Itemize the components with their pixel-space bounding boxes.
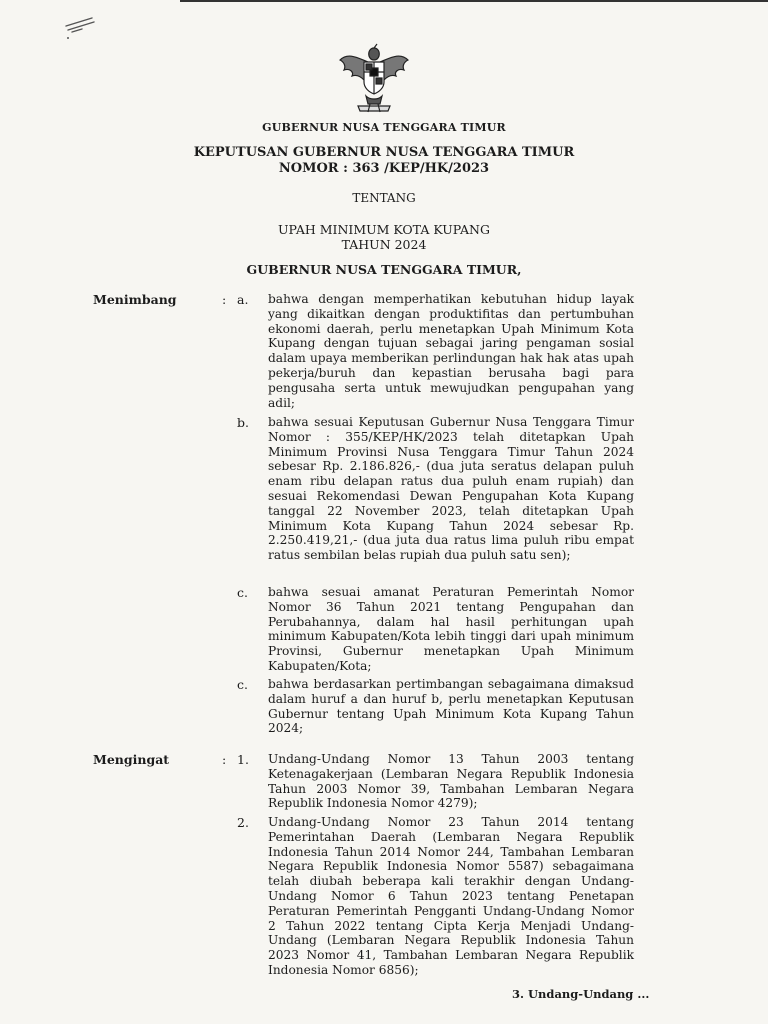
menimbang-item: bahwa berdasarkan pertimbangan sebagaimana dimaksud dalam huruf a dan huruf b, perlu menetapkan Keputusan Gubernur tentang Upah Minimum Kota Kupang Tahun 2024; (268, 677, 634, 736)
mengingat-marker: 1. (237, 752, 249, 767)
menimbang-colon: : (222, 292, 227, 307)
menimbang-label: Menimbang (93, 292, 177, 307)
handwritten-mark (62, 14, 102, 40)
governor-heading: GUBERNUR NUSA TENGGARA TIMUR, (246, 262, 522, 277)
menimbang-item: bahwa dengan memperhatikan kebutuhan hidup layak yang dikaitkan dengan produktifitas dan pertumbuhan ekonomi daerah, perlu menetapkan Upah Minimum Kota Kupang dengan tujuan sebagai jaring pengaman sosial dalam upaya memberikan perlindungan hak hak atas upah pekerja/buruh dan kepastian berusaha bagi para pengusaha serta untuk mewujudkan pengupahan yang adil; (268, 292, 634, 410)
menimbang-item: bahwa sesuai amanat Peraturan Pemerintah Nomor Nomor 36 Tahun 2021 tentang Pengupahan dan Perubahannya, dalam hal hasil perhitungan upah minimum Kabupaten/Kota lebih tinggi dari upah minimum Provinsi, Gubernur menetapkan Upah Minimum Kabupaten/Kota; (268, 585, 634, 673)
mengingat-label: Mengingat (93, 752, 170, 767)
decree-title-block (0, 145, 768, 177)
subject-line-1: UPAH MINIMUM KOTA KUPANG (278, 222, 490, 237)
decree-number: NOMOR : 363 /KEP/HK/2023 (278, 161, 490, 176)
subject-line-2: TAHUN 2024 (341, 237, 427, 252)
issuing-office: GUBERNUR NUSA TENGGARA TIMUR (262, 121, 506, 134)
continuation-note: 3. Undang-Undang ... (512, 987, 650, 1001)
tentang-heading: TENTANG (352, 191, 416, 205)
mengingat-colon: : (222, 752, 227, 767)
scan-top-edge (180, 0, 768, 2)
garuda-emblem-icon (334, 42, 414, 114)
menimbang-marker: c. (237, 585, 248, 600)
menimbang-marker: a. (237, 292, 249, 307)
menimbang-marker: b. (237, 415, 249, 430)
menimbang-marker: c. (237, 677, 248, 692)
mengingat-item: Undang-Undang Nomor 13 Tahun 2003 tentang Ketenagakerjaan (Lembaran Negara Republik Indonesia Tahun 2003 Nomor 39, Tambahan Lembaran Negara Republik Indonesia Nomor 4279); (268, 752, 634, 811)
menimbang-item: bahwa sesuai Keputusan Gubernur Nusa Tenggara Timur Nomor : 355/KEP/HK/2023 telah ditetapkan Upah Minimum Provinsi Nusa Tenggara Timur Tahun 2024 sebesar Rp. 2.186.826,- (dua juta seratus delapan puluh enam ribu delapan ratus dua puluh enam rupiah) dan sesuai Rekomendasi Dewan Pengupahan Kota Kupang tanggal 22 November 2023, telah ditetapkan Upah Minimum Kota Kupang Tahun 2024 sebesar Rp. 2.250.419,21,- (dua juta dua ratus lima puluh ribu empat ratus sembilan belas rupiah dua puluh satu sen); (268, 415, 634, 563)
decree-title: KEPUTUSAN GUBERNUR NUSA TENGGARA TIMUR (193, 145, 575, 160)
mengingat-marker: 2. (237, 815, 249, 830)
decree-subject (0, 222, 768, 252)
mengingat-item: Undang-Undang Nomor 23 Tahun 2014 tentang Pemerintahan Daerah (Lembaran Negara Republik Indonesia Tahun 2014 Nomor 244, Tambahan Lembaran Negara Republik Indonesia Nomor 5587) sebagaimana telah diubah beberapa kali terakhir dengan Undang-Undang Nomor 6 Tahun 2023 tentang Penetapan Peraturan Pemerintah Pengganti Undang-Undang Nomor 2 Tahun 2022 tentang Cipta Kerja Menjadi Undang-Undang (Lembaran Negara Republik Indonesia Tahun 2023 Nomor 41, Tambahan Lembaran Negara Republik Indonesia Nomor 6856); (268, 815, 634, 977)
